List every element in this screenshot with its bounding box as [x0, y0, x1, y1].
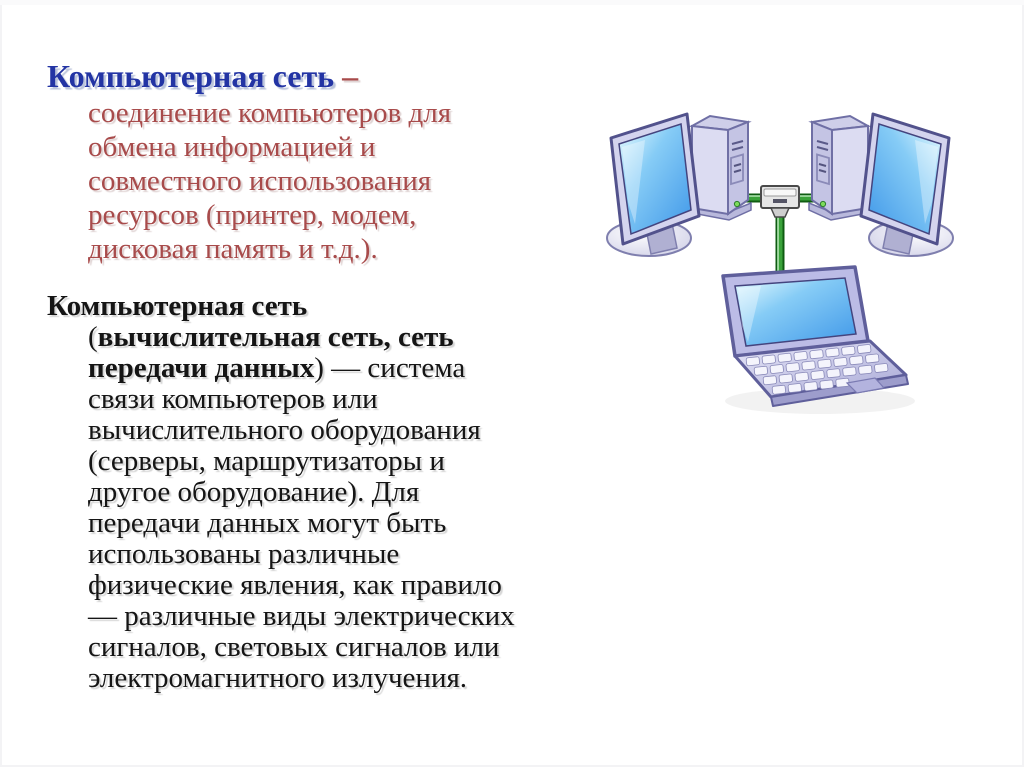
- text-line: обмена информацией и: [88, 131, 376, 163]
- text-line: дисковая память и т.д.).: [88, 233, 378, 265]
- paragraph-lead: Компьютерная сеть: [47, 290, 308, 322]
- text-line: ресурсов (принтер, модем,: [88, 199, 417, 231]
- desktop-computer-left-icon: [607, 114, 751, 256]
- text-line: совместного использования: [88, 165, 432, 197]
- network-illustration: [585, 98, 965, 438]
- text-segment: ) — система: [314, 352, 466, 384]
- desktop-computer-right-icon: [809, 114, 953, 256]
- text-line: передачи данных могут быть: [88, 507, 447, 539]
- slide-top-edge: [0, 0, 1024, 5]
- text-line: (серверы, маршрутизаторы и: [88, 445, 445, 477]
- term-text: Компьютерная сеть: [47, 58, 335, 94]
- text-line: [88, 353, 607, 384]
- description-paragraph: [47, 291, 607, 694]
- text-line: сигналов, световых сигналов или: [88, 631, 500, 663]
- text-line: связи компьютеров или: [88, 383, 378, 415]
- text-line: использованы различные: [88, 538, 400, 570]
- text-segment: (: [88, 321, 98, 353]
- text-line: — различные виды электрических: [88, 600, 515, 632]
- definition-paragraph: [47, 56, 607, 266]
- slide-text: [47, 56, 607, 694]
- text-line: вычислительного оборудования: [88, 414, 481, 446]
- text-segment-bold: вычислительная сеть, сеть: [97, 321, 454, 353]
- text-segment-bold: передачи данных: [88, 352, 315, 384]
- text-line: соединение компьютеров для: [88, 97, 452, 129]
- text-line: физические явления, как правило: [88, 569, 502, 601]
- laptop-icon: [723, 267, 915, 414]
- slide-title: [47, 56, 607, 96]
- title-dash: –: [334, 58, 359, 94]
- text-line: электромагнитного излучения.: [88, 662, 468, 694]
- network-hub-icon: [761, 186, 799, 217]
- text-line: другое оборудование). Для: [88, 476, 420, 508]
- text-line: [88, 322, 607, 353]
